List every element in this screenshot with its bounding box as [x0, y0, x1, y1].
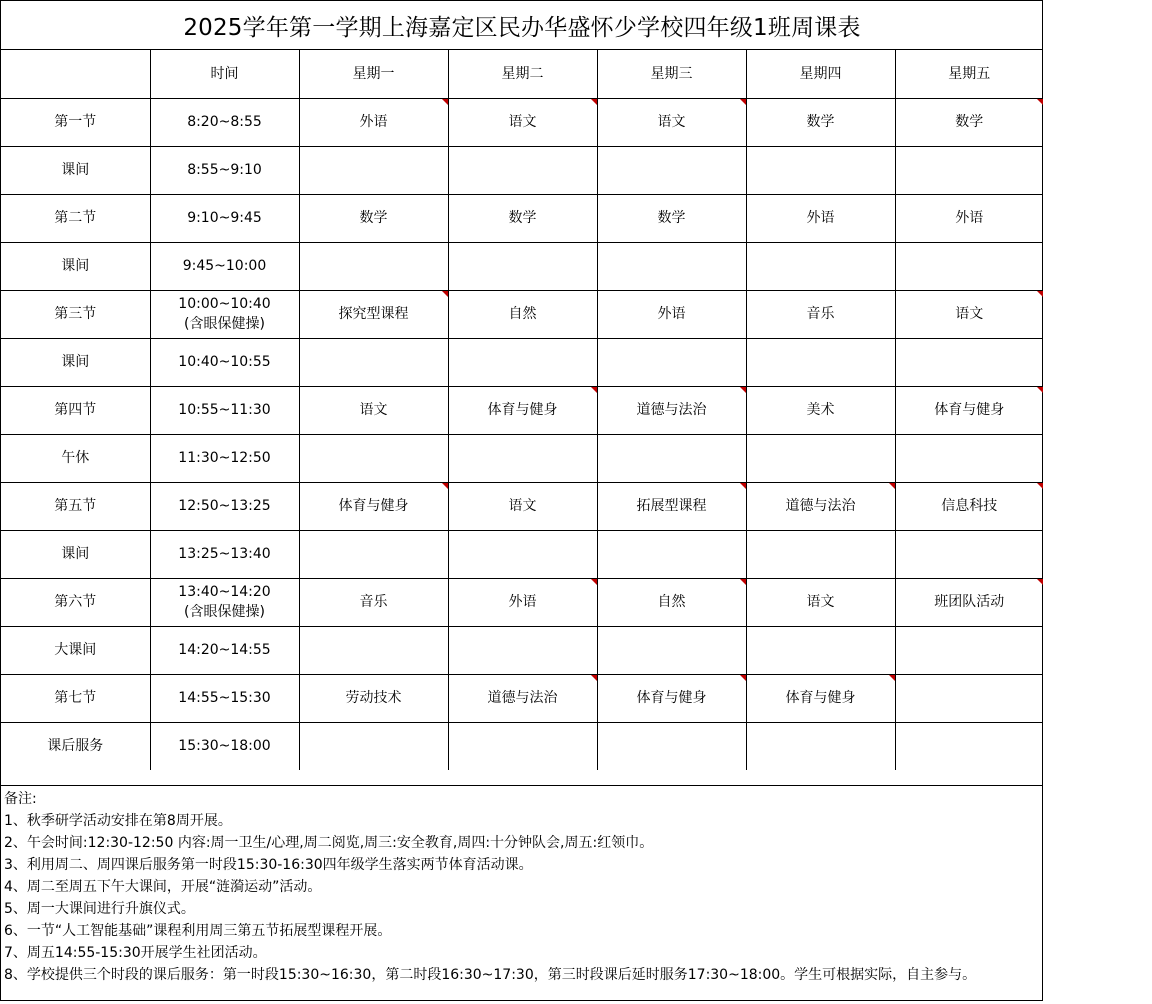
subject-cell[interactable]	[746, 242, 895, 290]
time-cell[interactable]	[150, 626, 299, 674]
note-line: 8、学校提供三个时段的课后服务：第一时段15:30~16:30，第二时段16:30~17:30，第三时段课后延时服务17:30~18:00。学生可根据实际，自主参与。	[4, 967, 977, 983]
subject-cell[interactable]	[448, 626, 597, 674]
comment-indicator-icon[interactable]	[591, 675, 597, 681]
time-cell[interactable]	[150, 482, 299, 530]
subject-cell[interactable]	[448, 530, 597, 578]
comment-indicator-icon[interactable]	[889, 675, 895, 681]
note-line: 4、周二至周五下午大课间，开展“涟漪运动”活动。	[4, 879, 322, 895]
period-label-cell[interactable]: 第一节	[1, 98, 150, 146]
subject-cell[interactable]	[597, 338, 746, 386]
subject-cell[interactable]: 拓展型课程	[597, 482, 746, 530]
table-row	[1, 98, 1043, 146]
subject-cell[interactable]: 数学	[746, 98, 895, 146]
time-range: 8:20~8:55	[187, 114, 262, 130]
time-range: 10:00~10:40	[178, 296, 271, 312]
subject-cell[interactable]	[746, 338, 895, 386]
comment-indicator-icon[interactable]	[740, 387, 746, 393]
comment-indicator-icon[interactable]	[1037, 579, 1043, 585]
subject-cell[interactable]	[895, 722, 1043, 770]
comment-indicator-icon[interactable]	[740, 579, 746, 585]
subject-cell[interactable]: 语文	[448, 482, 597, 530]
header-cell[interactable]: 时间	[150, 50, 299, 98]
time-range: 13:25~13:40	[178, 546, 271, 562]
period-label-cell[interactable]: 第六节	[1, 578, 150, 626]
time-cell[interactable]	[150, 434, 299, 482]
table-row	[1, 194, 1043, 242]
table-row	[1, 578, 1043, 626]
subject-cell[interactable]: 外语	[448, 578, 597, 626]
subject-cell[interactable]	[299, 146, 448, 194]
time-cell[interactable]	[150, 578, 299, 626]
time-range: 10:55~11:30	[178, 402, 271, 418]
table-row	[1, 242, 1043, 290]
subject-cell[interactable]: 语文	[746, 578, 895, 626]
subject-cell[interactable]	[299, 626, 448, 674]
notes-section	[1, 785, 1043, 1002]
header-cell[interactable]: 星期三	[597, 50, 746, 98]
note-line: 1、秋季研学活动安排在第8周开展。	[4, 813, 232, 829]
subject-cell[interactable]	[448, 242, 597, 290]
subject-cell[interactable]	[299, 530, 448, 578]
header-row	[1, 50, 1043, 98]
time-range: 8:55~9:10	[187, 162, 262, 178]
table-row	[1, 146, 1043, 194]
period-label-cell[interactable]: 午休	[1, 434, 150, 482]
subject-cell[interactable]	[746, 434, 895, 482]
subject-cell[interactable]: 自然	[597, 578, 746, 626]
comment-indicator-icon[interactable]	[591, 387, 597, 393]
subject-cell[interactable]: 语文	[895, 290, 1043, 338]
time-cell[interactable]	[150, 674, 299, 722]
subject-cell[interactable]	[895, 530, 1043, 578]
subject-cell[interactable]	[299, 338, 448, 386]
page-title: 2025学年第一学期上海嘉定区民办华盛怀少学校四年级1班周课表	[1, 1, 1043, 50]
subject-cell[interactable]: 体育与健身	[746, 674, 895, 722]
table-row	[1, 386, 1043, 434]
header-cell[interactable]: 星期五	[895, 50, 1043, 98]
subject-cell[interactable]: 道德与法治	[448, 674, 597, 722]
subject-cell[interactable]: 外语	[299, 98, 448, 146]
subject-cell[interactable]	[299, 722, 448, 770]
subject-cell[interactable]: 音乐	[746, 290, 895, 338]
subject-cell[interactable]	[448, 434, 597, 482]
subject-cell[interactable]	[746, 626, 895, 674]
period-label-cell[interactable]: 课后服务	[1, 722, 150, 770]
note-line: 5、周一大课间进行升旗仪式。	[4, 901, 195, 917]
time-range: 14:55~15:30	[178, 690, 271, 706]
comment-indicator-icon[interactable]	[740, 675, 746, 681]
time-note: (含眼保健操)	[184, 604, 265, 620]
time-note: (含眼保健操)	[184, 316, 265, 332]
subject-cell[interactable]: 探究型课程	[299, 290, 448, 338]
table-row	[1, 674, 1043, 722]
time-range: 9:45~10:00	[182, 258, 267, 274]
timetable	[1, 50, 1043, 770]
subject-cell[interactable]: 体育与健身	[299, 482, 448, 530]
time-range: 14:20~14:55	[178, 642, 271, 658]
subject-cell[interactable]	[299, 242, 448, 290]
subject-cell[interactable]: 班团队活动	[895, 578, 1043, 626]
time-range: 12:50~13:25	[178, 498, 271, 514]
notes-heading: 备注:	[4, 791, 37, 807]
subject-cell[interactable]: 数学	[448, 194, 597, 242]
note-line: 3、利用周二、周四课后服务第一时段15:30-16:30四年级学生落实两节体育活动课。	[4, 857, 533, 873]
subject-cell[interactable]: 体育与健身	[895, 386, 1043, 434]
subject-cell[interactable]: 自然	[448, 290, 597, 338]
comment-indicator-icon[interactable]	[1037, 483, 1043, 489]
comment-indicator-icon[interactable]	[442, 483, 448, 489]
time-cell[interactable]	[150, 290, 299, 338]
period-label-cell[interactable]: 课间	[1, 530, 150, 578]
time-cell[interactable]	[150, 242, 299, 290]
subject-cell[interactable]	[597, 146, 746, 194]
header-cell[interactable]: 星期四	[746, 50, 895, 98]
time-cell[interactable]	[150, 338, 299, 386]
time-range: 15:30~18:00	[178, 738, 271, 755]
subject-cell[interactable]	[746, 146, 895, 194]
subject-cell[interactable]	[299, 434, 448, 482]
table-row	[1, 434, 1043, 482]
subject-cell[interactable]: 道德与法治	[597, 386, 746, 434]
subject-cell[interactable]	[597, 722, 746, 770]
subject-cell[interactable]: 体育与健身	[597, 674, 746, 722]
table-row	[1, 482, 1043, 530]
subject-cell[interactable]: 数学	[895, 98, 1043, 146]
subject-cell[interactable]	[746, 722, 895, 770]
header-cell[interactable]: 星期一	[299, 50, 448, 98]
subject-cell[interactable]	[597, 530, 746, 578]
comment-indicator-icon[interactable]	[740, 483, 746, 489]
subject-cell[interactable]	[448, 146, 597, 194]
subject-cell[interactable]: 数学	[597, 194, 746, 242]
time-cell[interactable]	[150, 146, 299, 194]
period-label-cell[interactable]: 第二节	[1, 194, 150, 242]
comment-indicator-icon[interactable]	[889, 483, 895, 489]
subject-cell[interactable]: 外语	[895, 194, 1043, 242]
subject-cell[interactable]: 语文	[448, 98, 597, 146]
subject-cell[interactable]	[448, 722, 597, 770]
time-range: 10:40~10:55	[178, 354, 271, 370]
header-corner-cell[interactable]	[1, 50, 150, 98]
comment-indicator-icon[interactable]	[442, 291, 448, 297]
subject-cell[interactable]: 数学	[299, 194, 448, 242]
subject-cell[interactable]: 语文	[597, 98, 746, 146]
subject-cell[interactable]	[895, 146, 1043, 194]
time-cell[interactable]	[150, 194, 299, 242]
note-line: 2、午会时间:12:30-12:50 内容:周一卫生/心理,周二阅览,周三:安全教育,周四:十分钟队会,周五:红领巾。	[4, 835, 654, 851]
time-cell[interactable]	[150, 722, 299, 770]
period-label-cell[interactable]: 第四节	[1, 386, 150, 434]
subject-cell[interactable]	[597, 434, 746, 482]
table-row	[1, 530, 1043, 578]
period-label-cell[interactable]: 课间	[1, 146, 150, 194]
note-line: 6、一节“人工智能基础”课程利用周三第五节拓展型课程开展。	[4, 923, 392, 939]
table-row	[1, 338, 1043, 386]
period-label-cell[interactable]: 第五节	[1, 482, 150, 530]
subject-cell[interactable]: 美术	[746, 386, 895, 434]
subject-cell[interactable]	[895, 434, 1043, 482]
period-label-cell[interactable]: 大课间	[1, 626, 150, 674]
subject-cell[interactable]	[895, 674, 1043, 722]
subject-cell[interactable]: 体育与健身	[448, 386, 597, 434]
time-cell[interactable]	[150, 98, 299, 146]
subject-cell[interactable]	[746, 530, 895, 578]
subject-cell[interactable]	[895, 626, 1043, 674]
subject-cell[interactable]	[895, 242, 1043, 290]
time-cell[interactable]	[150, 530, 299, 578]
table-row	[1, 722, 1043, 770]
table-row	[1, 626, 1043, 674]
subject-cell[interactable]: 信息科技	[895, 482, 1043, 530]
comment-indicator-icon[interactable]	[591, 579, 597, 585]
time-cell[interactable]	[150, 386, 299, 434]
period-label-cell[interactable]: 课间	[1, 338, 150, 386]
period-label-cell[interactable]: 第三节	[1, 290, 150, 338]
table-row	[1, 290, 1043, 338]
time-range: 11:30~12:50	[178, 450, 271, 466]
comment-indicator-icon[interactable]	[1037, 99, 1043, 105]
time-range: 9:10~9:45	[187, 210, 262, 226]
subject-cell[interactable]: 语文	[299, 386, 448, 434]
comment-indicator-icon[interactable]	[591, 99, 597, 105]
note-line: 7、周五14:55-15:30开展学生社团活动。	[4, 945, 267, 961]
period-label-cell[interactable]: 第七节	[1, 674, 150, 722]
comment-indicator-icon[interactable]	[442, 99, 448, 105]
header-cell[interactable]: 星期二	[448, 50, 597, 98]
subject-cell[interactable]: 道德与法治	[746, 482, 895, 530]
subject-cell[interactable]	[895, 338, 1043, 386]
subject-cell[interactable]	[597, 626, 746, 674]
comment-indicator-icon[interactable]	[1037, 291, 1043, 297]
subject-cell[interactable]	[448, 338, 597, 386]
subject-cell[interactable]: 外语	[597, 290, 746, 338]
subject-cell[interactable]: 劳动技术	[299, 674, 448, 722]
comment-indicator-icon[interactable]	[1037, 387, 1043, 393]
comment-indicator-icon[interactable]	[740, 99, 746, 105]
time-range: 13:40~14:20	[178, 584, 271, 600]
period-label-cell[interactable]: 课间	[1, 242, 150, 290]
subject-cell[interactable]	[597, 242, 746, 290]
subject-cell[interactable]: 外语	[746, 194, 895, 242]
subject-cell[interactable]: 音乐	[299, 578, 448, 626]
